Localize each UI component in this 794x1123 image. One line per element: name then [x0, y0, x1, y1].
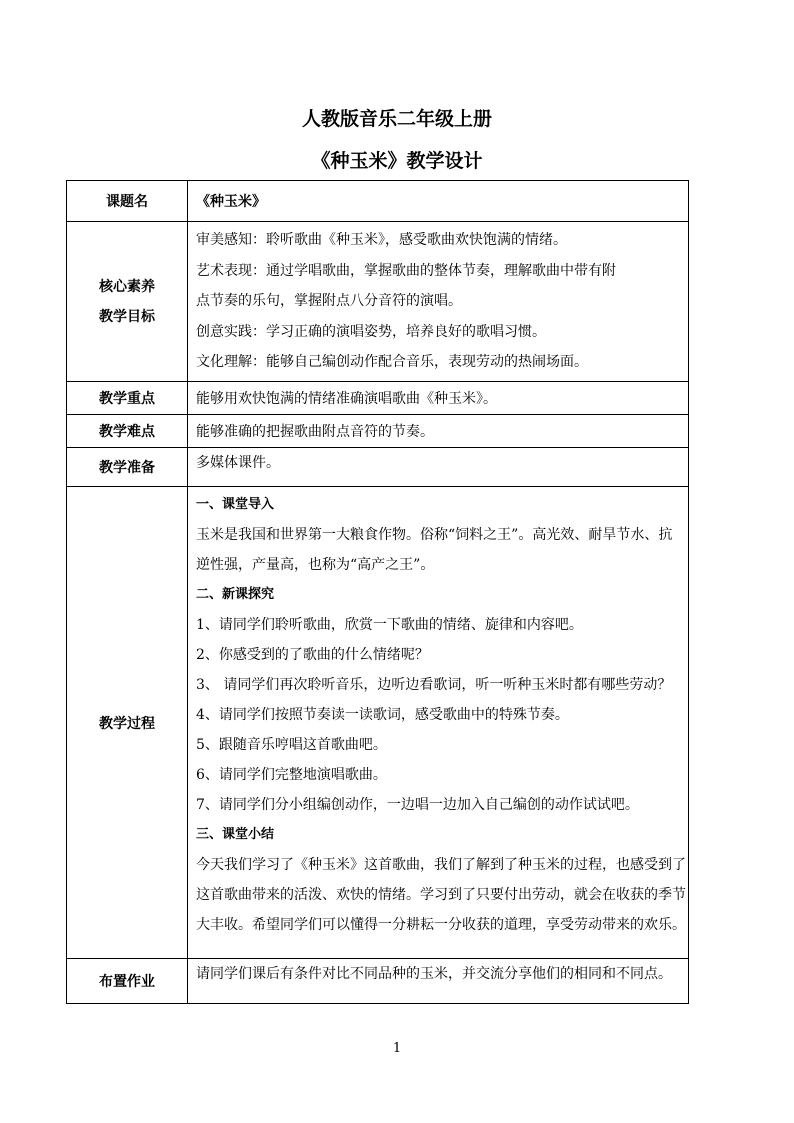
explore-step-2: 2、你感受到的了歌曲的什么情绪呢？: [196, 647, 429, 663]
table-row-topic: [67, 181, 689, 222]
section-explore-heading: 二、新课探究: [196, 587, 275, 602]
label-goals: [67, 222, 188, 382]
table-row-difficulty: [67, 415, 689, 448]
label-homework: 布置作业: [67, 959, 188, 1004]
page-number: 1: [392, 1041, 402, 1056]
table-row-preparation: [67, 448, 689, 487]
document-title: 人教版音乐二年级上册: [301, 108, 492, 130]
explore-step-5: 5、跟随音乐哼唱这首歌曲吧。: [196, 737, 387, 753]
summary-line-2: 这首歌曲带来的活泼、欢快的情绪。学习到了只要付出劳动，就会在收获的季节: [196, 887, 686, 903]
value-topic: 《种玉米》: [188, 181, 689, 222]
label-preparation: 教学准备: [67, 448, 188, 487]
explore-step-1: 1、请同学们聆听歌曲，欣赏一下歌曲的情绪、旋律和内容吧。: [196, 617, 583, 633]
section-intro-heading: 一、课堂导入: [196, 497, 275, 512]
label-goals-line2: 教学目标: [99, 308, 155, 325]
label-topic: 课题名: [67, 181, 188, 222]
explore-step-7: 7、请同学们分小组编创动作，一边唱一边加入自己编创的动作试试吧。: [196, 797, 639, 813]
value-preparation: 多媒体课件。: [188, 448, 689, 487]
label-process: 教学过程: [67, 487, 188, 959]
label-goals-line1: 核心素养: [99, 278, 155, 295]
intro-line-1: 玉米是我国和世界第一大粮食作物。俗称“饲料之王”。高光效、耐旱节水、抗: [196, 527, 673, 543]
lesson-plan-table: [66, 180, 689, 1004]
value-process: [188, 487, 689, 959]
value-key-point: 能够用欢快饱满的情绪准确演唱歌曲《种玉米》。: [188, 382, 689, 415]
table-row-goals: [67, 222, 689, 382]
summary-line-3: 大丰收。希望同学们可以懂得一分耕耘一分收获的道理，享受劳动带来的欢乐。: [196, 917, 686, 933]
explore-step-3: 3、 请同学们再次聆听音乐，边听边看歌词，听一听种玉米时都有哪些劳动？: [196, 677, 672, 693]
goal-expression-1: 艺术表现：通过学唱歌曲，掌握歌曲的整体节奏，理解歌曲中带有附: [196, 262, 616, 279]
document-subtitle: 《种玉米》教学设计: [311, 150, 483, 172]
value-goals: [188, 222, 689, 382]
table-row-process: [67, 487, 689, 959]
goal-culture: 文化理解：能够自己编创动作配合音乐，表现劳动的热闹场面。: [196, 354, 588, 371]
goal-expression-2: 点节奏的乐句，掌握附点八分音符的演唱。: [196, 293, 462, 310]
intro-line-2: 逆性强，产量高，也称为“高产之王”。: [196, 557, 435, 573]
goal-practice: 创意实践：学习正确的演唱姿势，培养良好的歌唱习惯。: [196, 323, 546, 340]
goal-aesthetic: 审美感知：聆听歌曲《种玉米》，感受歌曲欢快饱满的情绪。: [196, 232, 567, 249]
label-key-point: 教学重点: [67, 382, 188, 415]
label-difficulty: 教学难点: [67, 415, 188, 448]
explore-step-6: 6、请同学们完整地演唱歌曲。: [196, 767, 387, 783]
table-row-homework: [67, 959, 689, 1004]
summary-line-1: 今天我们学习了《种玉米》这首歌曲，我们了解到了种玉米的过程，也感受到了: [196, 857, 686, 873]
explore-step-4: 4、请同学们按照节奏读一读歌词，感受歌曲中的特殊节奏。: [196, 707, 569, 723]
table-row-key-point: [67, 382, 689, 415]
value-difficulty: 能够准确的把握歌曲附点音符的节奏。: [188, 415, 689, 448]
value-homework: 请同学们课后有条件对比不同品种的玉米，并交流分享他们的相同和不同点。: [188, 959, 689, 1004]
section-summary-heading: 三、课堂小结: [196, 827, 275, 842]
